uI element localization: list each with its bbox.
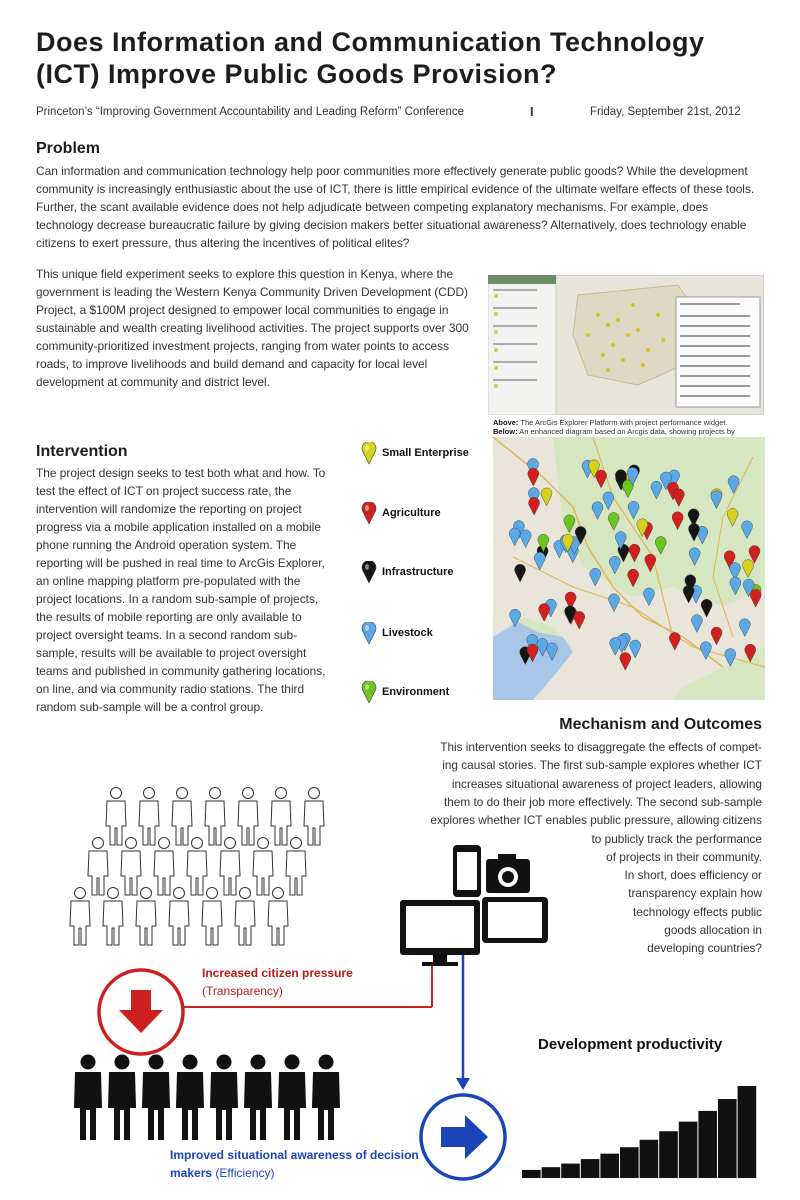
productivity-bar [581,1159,600,1178]
map-pin-icon [360,681,380,705]
productivity-bar [659,1131,678,1178]
mechanism-line: explores whether ICT enables public pressure, allowing citizens [430,813,762,828]
page-title: Does Information and Communication Technology (ICT) Improve Public Goods Provision? [36,27,705,89]
devices-graphic [398,843,553,968]
mechanism-line: increases situational awareness of project leaders, allowing [451,776,762,791]
computer-monitor-icon [400,900,480,966]
header-separator: I [530,104,534,119]
productivity-bar [600,1154,619,1178]
mechanism-line: developing countries? [647,941,762,956]
citizen-figure-icon [139,788,159,846]
problem-heading: Problem [36,140,101,157]
mechanism-line: them to do their job more effectively. The second sub-sample [443,794,762,809]
mechanism-line: transparency explain how [628,886,762,901]
intervention-heading: Intervention [36,443,128,460]
situ-sub-text: (Efficiency) [212,1166,275,1180]
situ-bold-text: Improved situational awareness of decision makers [170,1148,419,1180]
citizen-figure-icon [172,788,192,846]
intervention-text: The project design seeks to test both what and how. To test the effect of ICT on project success rate, the intervention will randomize the reporting on project progress via a mobile application installed on a mobile phone running the Android operation system. The reporting will be pushed in real time to ArcGis Explorer, an online mapping platform pre-populated with the project locations. In a random sub-sample of projects, the results of mobile reporting are only available to project oversight teams. In a second random sub-sample, results will be available to project oversight teams and published in community gathering locations, on line, and via community radio stations. The third random sub-sample will be a control group. [36,466,326,714]
pressure-bold-text: Increased citizen pressure [202,966,353,980]
productivity-bar [640,1140,659,1178]
mechanism-line: ing causal stories. The first sub-sample explores whether ICT [442,758,762,773]
mechanism-line: of projects in their community. [606,849,762,864]
camera-icon [486,854,530,893]
mechanism-heading: Mechanism and Outcomes [559,716,762,733]
citizen-figure-icon [205,788,225,846]
caption-below-label: Below: [493,427,518,436]
productivity-bar [620,1147,639,1178]
legend-label: Infrastructure [382,566,454,578]
productivity-bar [522,1170,541,1178]
development-productivity-title: Development productivity [538,1036,723,1053]
citizen-figure-icon [238,788,258,846]
intro-text: This unique field experiment seeks to explore this question in Kenya, where the government is leading the Western Kenya Community Driven Development (CDD) Project, a $100M project designed to empower local communities to engage in sustainable and wealth creating livelihood activities. The project supports over 300 community-prioritized investment projects, ranging from water points to access roads, to improve livelihoods and build demand and capacity for local level development at community and district level. [36,267,469,389]
situational-awareness-label [170,1146,420,1182]
productivity-bar [718,1099,737,1178]
productivity-bar [561,1164,580,1178]
awareness-arrow-head [456,1078,470,1090]
legend-label: Agriculture [382,507,441,519]
citizen-figure-icon [106,788,126,846]
mechanism-line: technology effects public [633,904,762,919]
productivity-bar [679,1122,698,1178]
legend-label: Environment [382,686,450,698]
map-pin-icon [360,622,380,646]
caption-below-text: An enhanced diagram based on Arcgis data, showing projects by [519,427,735,436]
mechanism-line: goods allocation in [664,923,762,937]
legend-label: Livestock [382,627,433,639]
productivity-bar [698,1111,717,1178]
map-pin-icon [360,502,380,526]
tablet-icon [482,897,548,943]
map-pin-icon [360,561,380,585]
project-map [493,437,765,700]
pressure-sub-text: (Transparency) [202,984,283,998]
map-pin-icon [360,442,380,466]
productivity-bar [542,1167,561,1178]
caption-above-label: Above: [493,418,519,427]
legend-label: Small Enterprise [382,447,469,459]
problem-text: Can information and communication technology help poor communities more effectively generate public goods? While the development community is increasingly enthusiastic about the use of ICT, there is little empirical evidence of the ultimate welfare effects of these tools. Further, the scant available evidence does not help adjudicate between competing explanatory mechanisms. For example, does technology decrease bureaucratic failure by giving decision makers better situational awareness? Alternatively, does technology enable citizens to exert pressure, thus altering the incentives of political elites? [36,164,755,250]
mechanism-line: This intervention seeks to disaggregate the effects of compet- [440,740,762,754]
conference-name: Princeton’s “Improving Government Accountability and Leading Reform” Conference [36,106,465,118]
productivity-bars-chart [522,1080,758,1180]
conference-date: Friday, September 21st, 2012 [590,106,741,118]
citizen-pressure-label [202,964,353,1000]
arcgis-screenshot [488,275,764,415]
productivity-bar [738,1086,757,1178]
mechanism-line: to publicly track the performance [591,831,762,846]
caption-above-text: The ArcGis Explorer Platform with project performance widget. [518,418,728,427]
citizen-figure-icon [271,788,291,846]
mechanism-line: In short, does efficiency or [624,868,762,883]
citizen-figure-icon [304,788,324,846]
